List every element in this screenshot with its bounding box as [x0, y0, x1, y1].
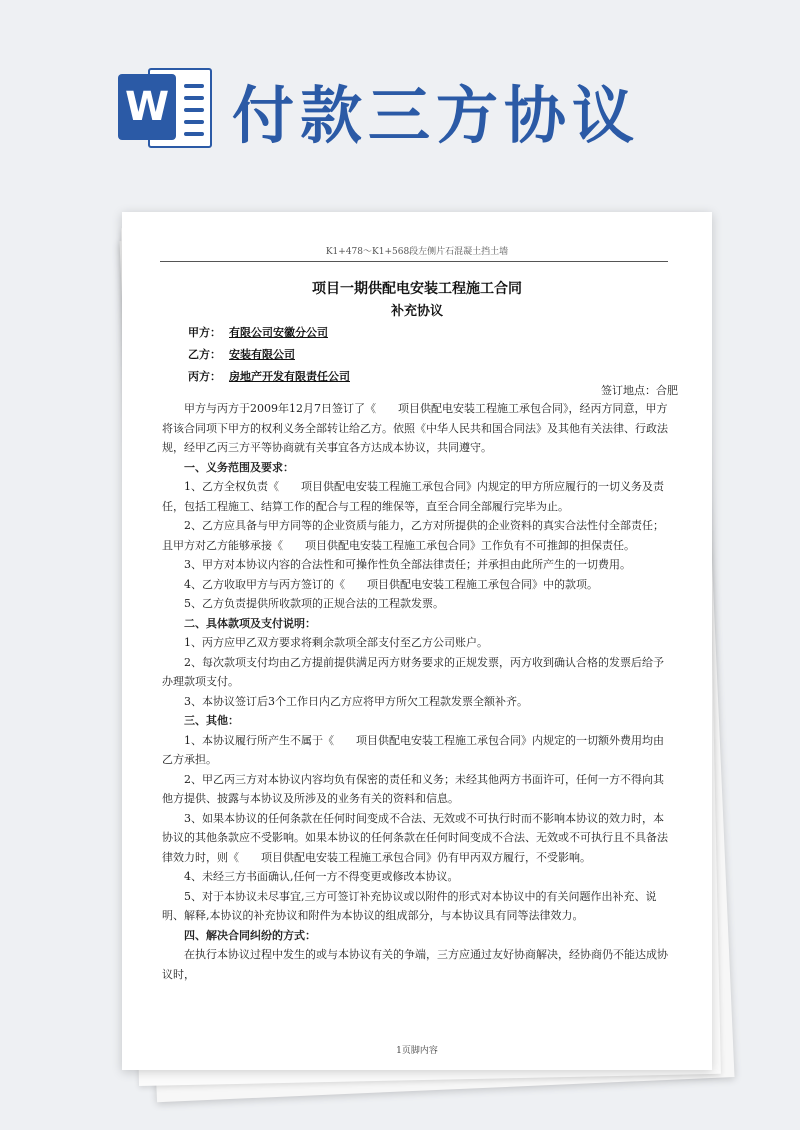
- paragraph: 4、未经三方书面确认,任何一方不得变更或修改本协议。: [184, 870, 459, 883]
- paragraph: 3、本协议签订后3个工作日内乙方应将甲方所欠工程款发票全额补齐。: [184, 694, 528, 708]
- section-heading: 二、具体款项及支付说明：: [184, 616, 316, 630]
- banner: [0, 0, 800, 190]
- paragraph: 1、本协议履行所产生不属于《 项目供配电安装工程施工承包合同》内规定的一切额外费用均由乙方承担。: [162, 733, 664, 766]
- paragraph: 2、乙方应具备与甲方同等的企业资质与能力，乙方对所提供的企业资料的真实合法性付全部责任；且甲方对乙方能够承接《 项目供配电安装工程施工承包合同》工作负有不可推卸的担保责任。: [162, 519, 664, 552]
- header-rule: [160, 261, 668, 262]
- word-letter: W: [118, 74, 176, 140]
- page-footer: 1页脚内容: [396, 1046, 438, 1056]
- paragraph: 2、甲乙丙三方对本协议内容均负有保密的责任和义务；未经其他两方书面许可，任何一方不得向其他方提供、披露与本协议及所涉及的业务有关的资料和信息。: [162, 772, 664, 805]
- party-value: 安装有限公司: [229, 348, 295, 361]
- paragraph: 在执行本协议过程中发生的或与本协议有关的争端，三方应通过友好协商解决，经协商仍不能达成协议时，: [162, 948, 668, 981]
- paragraph: 2、每次款项支付均由乙方提前提供满足丙方财务要求的正规发票，丙方收到确认合格的发票后给予办理款项支付。: [162, 655, 664, 688]
- banner-title: 付款三方协议: [232, 79, 641, 152]
- party-label: 甲方：: [188, 326, 221, 339]
- paragraph: 5、乙方负责提供所收款项的正规合法的工程款发票。: [184, 597, 444, 610]
- party-label: 丙方：: [188, 370, 221, 383]
- word-icon: [118, 62, 210, 150]
- paragraph: 4、乙方收取甲方与丙方签订的《 项目供配电安装工程施工承包合同》中的款项。: [184, 577, 598, 591]
- paragraph: 5、对于本协议未尽事宜,三方可签订补充协议或以附件的形式对本协议中的有关问题作出补充、说明、解释,本协议的补充协议和附件为本协议的组成部分，与本协议具有同等法律效力。: [162, 889, 657, 922]
- document-page: [122, 212, 712, 1070]
- section-heading: 四、解决合同纠纷的方式：: [184, 928, 316, 942]
- document-body: [162, 399, 674, 984]
- party-b: [188, 346, 295, 362]
- party-value: 房地产开发有限责任公司: [229, 370, 350, 383]
- party-c: [188, 368, 350, 384]
- running-header: K1+478～K1+568段左侧片石混凝土挡土墙: [325, 247, 509, 257]
- paragraph: 3、甲方对本协议内容的合法性和可操作性负全部法律责任；并承担由此所产生的一切费用。: [184, 558, 631, 571]
- paragraph: 3、如果本协议的任何条款在任何时间变成不合法、无效或不可执行时而不影响本协议的效力时，本协议的其他条款应不受影响。如果本协议的任何条款在任何时间变成不合法、无效或不可执行且不具备法律效力时，则《 项目供配电安装工程施工承包合同》仍有甲丙双方履行，不受影响。: [162, 811, 668, 864]
- paragraph: 1、乙方全权负责《 项目供配电安装工程施工承包合同》内规定的甲方所应履行的一切义务及责任，包括工程施工、结算工作的配合与工程的维保等，直至合同全部履行完毕为止。: [162, 480, 664, 513]
- section-heading: 一、义务范围及要求：: [184, 460, 294, 474]
- paragraph: 甲方与丙方于2009年12月7日签订了《 项目供配电安装工程施工承包合同》，经丙方同意，甲方将该合同项下甲方的权利义务全部转让给乙方。依照《中华人民共和国合同法》及其他有关法律、行政法规，经甲乙丙三方平等协商就有关事宜各方达成本协议，共同遵守。: [162, 402, 668, 454]
- party-a: [188, 324, 328, 340]
- document-title: 项目一期供配电安装工程施工合同: [312, 281, 522, 297]
- document-subtitle: 补充协议: [390, 304, 443, 319]
- section-heading: 三、其他：: [184, 714, 239, 727]
- party-value: 有限公司安徽分公司: [229, 326, 328, 339]
- sign-place: 签订地点：合肥: [601, 384, 678, 397]
- paragraph: 1、丙方应甲乙双方要求将剩余款项全部支付至乙方公司账户。: [184, 636, 488, 649]
- party-label: 乙方：: [188, 348, 221, 361]
